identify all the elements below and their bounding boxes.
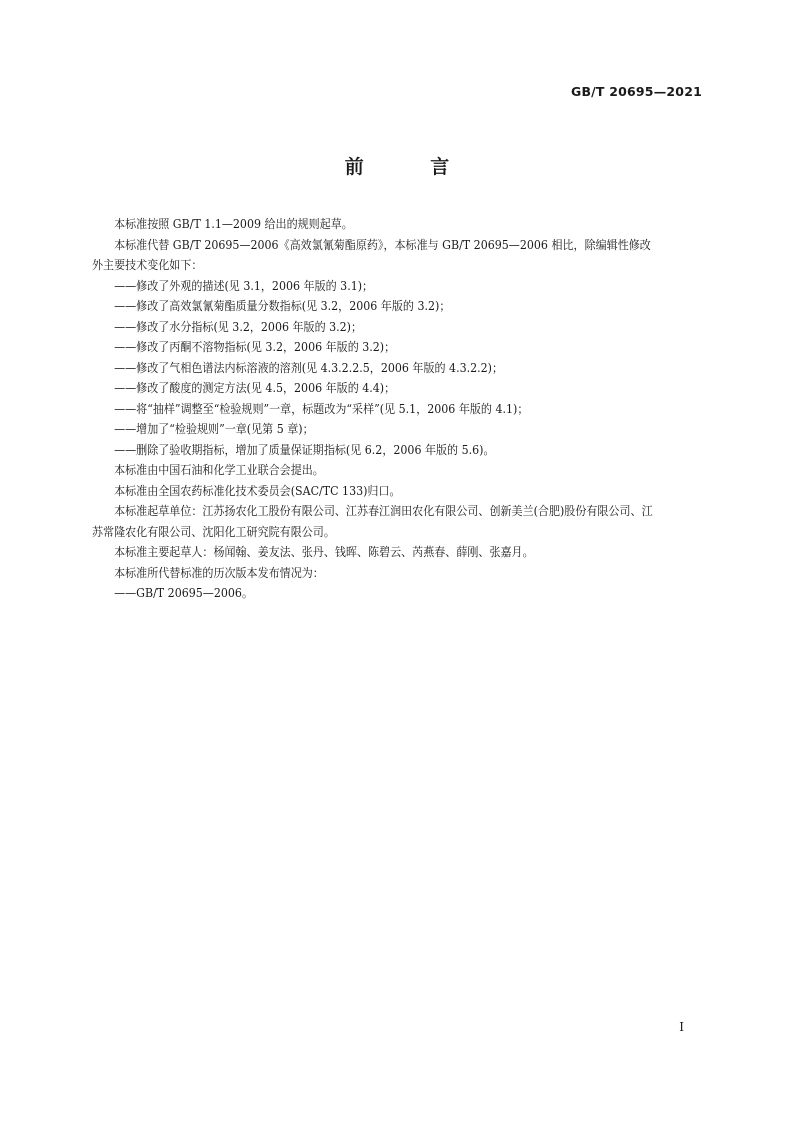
list-item-change: ——删除了验收期指标，增加了质量保证期指标(见 6.2，2006 年版的 5.6)。 [114, 442, 495, 457]
list-item-change: ——修改了丙酮不溶物指标(见 3.2，2006 年版的 3.2)； [114, 340, 396, 354]
list-item-change: ——修改了酸度的测定方法(见 4.5，2006 年版的 4.4)； [114, 381, 396, 395]
paragraph-proposer: 本标准由中国石油和化学工业联合会提出。 [114, 463, 324, 477]
paragraph-history-intro: 本标准所代替标准的历次版本发布情况为： [114, 565, 324, 580]
paragraph-committee: 本标准由全国农药标准化技术委员会(SAC/TC 133)归口。 [114, 483, 401, 498]
page-number: I [679, 1020, 684, 1034]
paragraph-drafters: 本标准主要起草人：杨闻翰、姜友法、张丹、钱晖、陈碧云、芮燕春、薛刚、张嘉月。 [114, 545, 534, 559]
page-title: 前 言 [344, 156, 480, 178]
standard-code: GB/T 20695—2021 [570, 84, 702, 99]
list-item-change: ——增加了“检验规则”一章(见第 5 章)； [114, 422, 314, 436]
list-item-change: ——修改了气相色谱法内标溶液的溶剂(见 4.3.2.2.5，2006 年版的 4.3.2.2)； [114, 360, 504, 375]
list-item-history: ——GB/T 20695—2006。 [114, 586, 253, 600]
list-item-change: ——修改了水分指标(见 3.2，2006 年版的 3.2)； [114, 319, 363, 334]
foreword-body [92, 214, 655, 604]
paragraph-drafting-units: 本标准起草单位：江苏扬农化工股份有限公司、江苏春江润田农化有限公司、创新美兰(合肥)股份有限公司、江苏常隆农化有限公司、沈阳化工研究院有限公司。 [92, 504, 653, 539]
paragraph-replacement-note: 本标准代替 GB/T 20695—2006《高效氯氰菊酯原药》，本标准与 GB/T 20695—2006 相比，除编辑性修改外主要技术变化如下： [92, 237, 651, 272]
paragraph-drafting-rules: 本标准按照 GB/T 1.1—2009 给出的规则起草。 [114, 217, 353, 231]
list-item-change: ——将“抽样”调整至“检验规则”一章，标题改为“采样”(见 5.1，2006 年版的 4.1)； [114, 401, 529, 416]
list-item-change: ——修改了高效氯氰菊酯质量分数指标(见 3.2，2006 年版的 3.2)； [114, 299, 451, 313]
list-item-change: ——修改了外观的描述(见 3.1，2006 年版的 3.1)； [114, 278, 374, 293]
